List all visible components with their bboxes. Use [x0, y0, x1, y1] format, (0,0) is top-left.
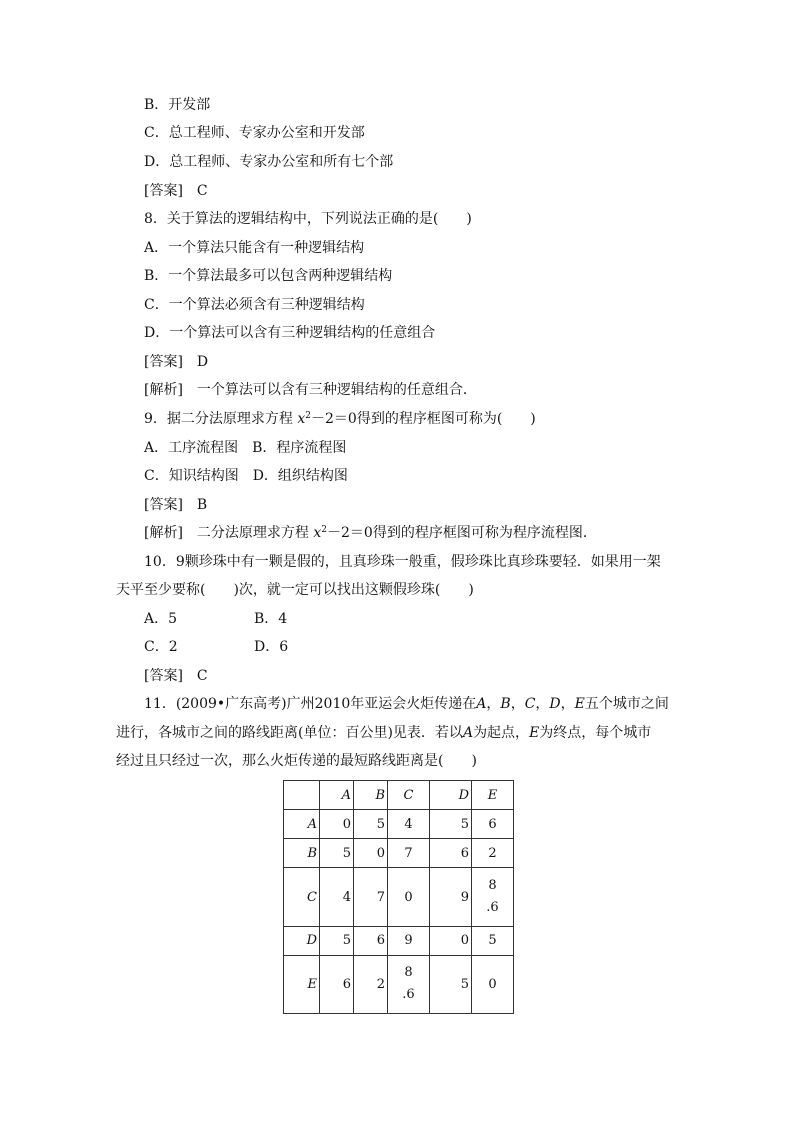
table-cell: 2: [354, 955, 388, 1013]
table-header-row: [284, 781, 514, 810]
table-cell: 9: [430, 868, 472, 926]
table-cell: 7: [354, 868, 388, 926]
table-header-c: C: [388, 781, 430, 810]
q8-option-d: D．一个算法可以含有三种逻辑结构的任意组合: [144, 325, 436, 341]
table-row: [284, 955, 514, 1013]
table-cell: 2: [472, 839, 514, 868]
q10-option-a: A．5: [144, 611, 178, 627]
table-row: [284, 868, 514, 926]
table-cell: 5: [354, 810, 388, 839]
table-cell: 6: [320, 955, 354, 1013]
table-cell: 0: [430, 926, 472, 955]
table-cell: 0: [472, 955, 514, 1013]
table-cell: 6: [472, 810, 514, 839]
answer-7: [答案] C: [144, 183, 208, 199]
cell-fragment: 8: [488, 878, 497, 893]
q10-option-b: B．4: [254, 611, 288, 627]
distance-table: [283, 780, 514, 1014]
q8-option-a: A．一个算法只能含有一种逻辑结构: [144, 240, 365, 256]
table-row: [284, 926, 514, 955]
table-cell: 5: [320, 839, 354, 868]
table-header-d: D: [430, 781, 472, 810]
answer-10: [答案] C: [144, 668, 208, 684]
question-10-line2: 天平至少要称( )次，就一定可以找出这颗假珍珠( ): [116, 582, 474, 598]
table-cell: 4: [320, 868, 354, 926]
table-header-b: B: [354, 781, 388, 810]
table-cell: 5: [320, 926, 354, 955]
table-cell: 5: [472, 926, 514, 955]
q10-option-c: C．2: [144, 639, 178, 655]
question-11-line1: 11．(2009•广东高考)广州2010年亚运会火炬传递在A，B，C，D，E五个城市之间: [144, 696, 669, 712]
table-row: [284, 810, 514, 839]
row-label-b: B: [284, 839, 320, 868]
question-9: 9．据二分法原理求方程 $x^2-2=0$得到的程序框图可称为( ): [144, 411, 536, 427]
q9-options-ab: A．工序流程图 B．程序流程图: [144, 440, 347, 456]
q8-option-b: B．一个算法最多可以包含两种逻辑结构: [144, 268, 393, 284]
option-c: C．总工程师、专家办公室和开发部: [144, 125, 365, 141]
table-header-a: A: [320, 781, 354, 810]
table-cell: 4: [388, 810, 430, 839]
row-label-d: D: [284, 926, 320, 955]
cell-fragment: 8: [404, 965, 413, 981]
q10-option-d: D．6: [254, 639, 289, 655]
cell-fragment: .6: [402, 987, 415, 1003]
answer-8: [答案] D: [144, 354, 209, 370]
explanation-8: [解析] 一个算法可以含有三种逻辑结构的任意组合．: [144, 382, 477, 398]
explanation-9: [解析] 二分法原理求方程 $x^2-2=0$得到的程序框图可称为程序流程图．: [144, 525, 597, 541]
table-header-e: E: [472, 781, 514, 810]
table-cell: 7: [388, 839, 430, 868]
row-label-e: E: [284, 955, 320, 1013]
table-cell: 6: [430, 839, 472, 868]
table-cell: 0: [388, 868, 430, 926]
q9-options-cd: C．知识结构图 D．组织结构图: [144, 468, 348, 484]
table-cell: 6: [354, 926, 388, 955]
table-row: [284, 839, 514, 868]
table-cell-wrapped: [388, 955, 430, 1013]
q8-option-c: C．一个算法必须含有三种逻辑结构: [144, 297, 365, 313]
option-b-dev-dept: B．开发部: [144, 97, 211, 113]
table-cell: 0: [320, 810, 354, 839]
table-cell: 9: [388, 926, 430, 955]
cell-fragment: .6: [486, 900, 499, 915]
question-10-line1: 10．9颗珍珠中有一颗是假的，且真珍珠一般重，假珍珠比真珍珠要轻．如果用一架: [144, 554, 661, 570]
table-cell: 0: [354, 839, 388, 868]
answer-9: [答案] B: [144, 497, 208, 513]
table-cell: 5: [430, 810, 472, 839]
question-11-line2: 进行，各城市之间的路线距离(单位：百公里)见表．若以A为起点，E为终点，每个城市: [116, 725, 652, 741]
table-header-corner: [284, 781, 320, 810]
option-d: D．总工程师、专家办公室和所有七个部: [144, 154, 394, 170]
row-label-a: A: [284, 810, 320, 839]
question-11-line3: 经过且只经过一次，那么火炬传递的最短路线距离是( ): [116, 753, 477, 769]
row-label-c: C: [284, 868, 320, 926]
table-cell: 5: [430, 955, 472, 1013]
question-8: 8．关于算法的逻辑结构中，下列说法正确的是( ): [144, 211, 472, 227]
table-cell-wrapped: [472, 868, 514, 926]
